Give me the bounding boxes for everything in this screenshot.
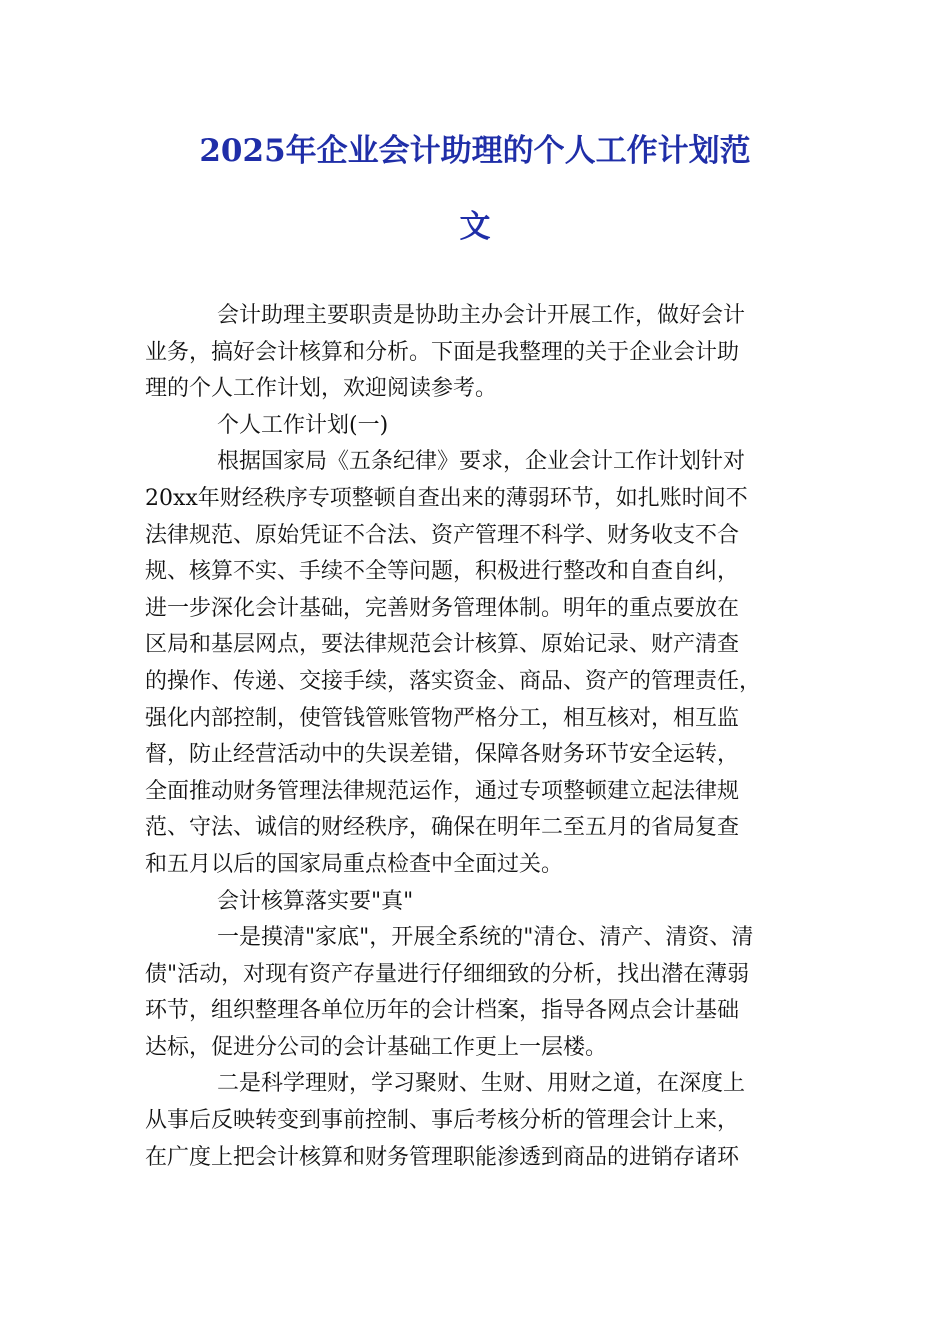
body-line: 法律规范、原始凭证不合法、资产管理不科学、财务收支不合 — [145, 522, 740, 548]
body-line: 一是摸清"家底"，开展全系统的"清仓、清产、清资、清 — [217, 925, 754, 951]
body-line: 根据国家局《五条纪律》要求，企业会计工作计划针对 — [217, 449, 746, 475]
body-line: 的操作、传递、交接手续，落实资金、商品、资产的管理责任， — [145, 668, 762, 694]
section-heading: 会计核算落实要"真" — [217, 888, 414, 914]
body-line: 和五月以后的国家局重点检查中全面过关。 — [145, 851, 564, 877]
body-line: 在广度上把会计核算和财务管理职能渗透到商品的进销存诸环 — [145, 1144, 740, 1170]
body-line: 业务，搞好会计核算和分析。下面是我整理的关于企业会计助 — [145, 339, 740, 365]
body-line: 进一步深化会计基础，完善财务管理体制。明年的重点要放在 — [145, 595, 740, 621]
body-line: 达标，促进分公司的会计基础工作更上一层楼。 — [145, 1034, 608, 1060]
document-title-line-2: 文 — [459, 209, 491, 245]
body-line: 债"活动，对现有资产存量进行仔细细致的分析，找出潜在薄弱 — [145, 961, 750, 987]
body-line: 范、守法、诚信的财经秩序，确保在明年二至五月的省局复查 — [145, 815, 740, 841]
body-line: 会计助理主要职责是协助主办会计开展工作，做好会计 — [217, 303, 746, 328]
body-line: 从事后反映转变到事前控制、事后考核分析的管理会计上来， — [145, 1108, 740, 1134]
body-line: 环节，组织整理各单位历年的会计档案，指导各网点会计基础 — [145, 998, 740, 1024]
body-line: 20xx年财经秩序专项整顿自查出来的薄弱环节，如扎账时间不 — [145, 485, 748, 511]
body-line: 督，防止经营活动中的失误差错，保障各财务环节安全运转， — [145, 742, 740, 768]
body-line: 规、核算不实、手续不全等问题，积极进行整改和自查自纠， — [145, 559, 740, 585]
body-line: 二是科学理财，学习聚财、生财、用财之道，在深度上 — [217, 1071, 746, 1097]
body-line: 理的个人工作计划，欢迎阅读参考。 — [145, 376, 498, 402]
body-line: 区局和基层网点，要法律规范会计核算、原始记录、财产清查 — [145, 632, 740, 658]
document-title-line-1: 2025年企业会计助理的个人工作计划范 — [199, 133, 751, 169]
body-line: 强化内部控制，使管钱管账管物严格分工，相互核对，相互监 — [145, 705, 740, 731]
document-body — [145, 298, 805, 1176]
body-line: 全面推动财务管理法律规范运作，通过专项整顿建立起法律规 — [145, 778, 740, 804]
section-heading: 个人工作计划(一) — [217, 412, 389, 438]
